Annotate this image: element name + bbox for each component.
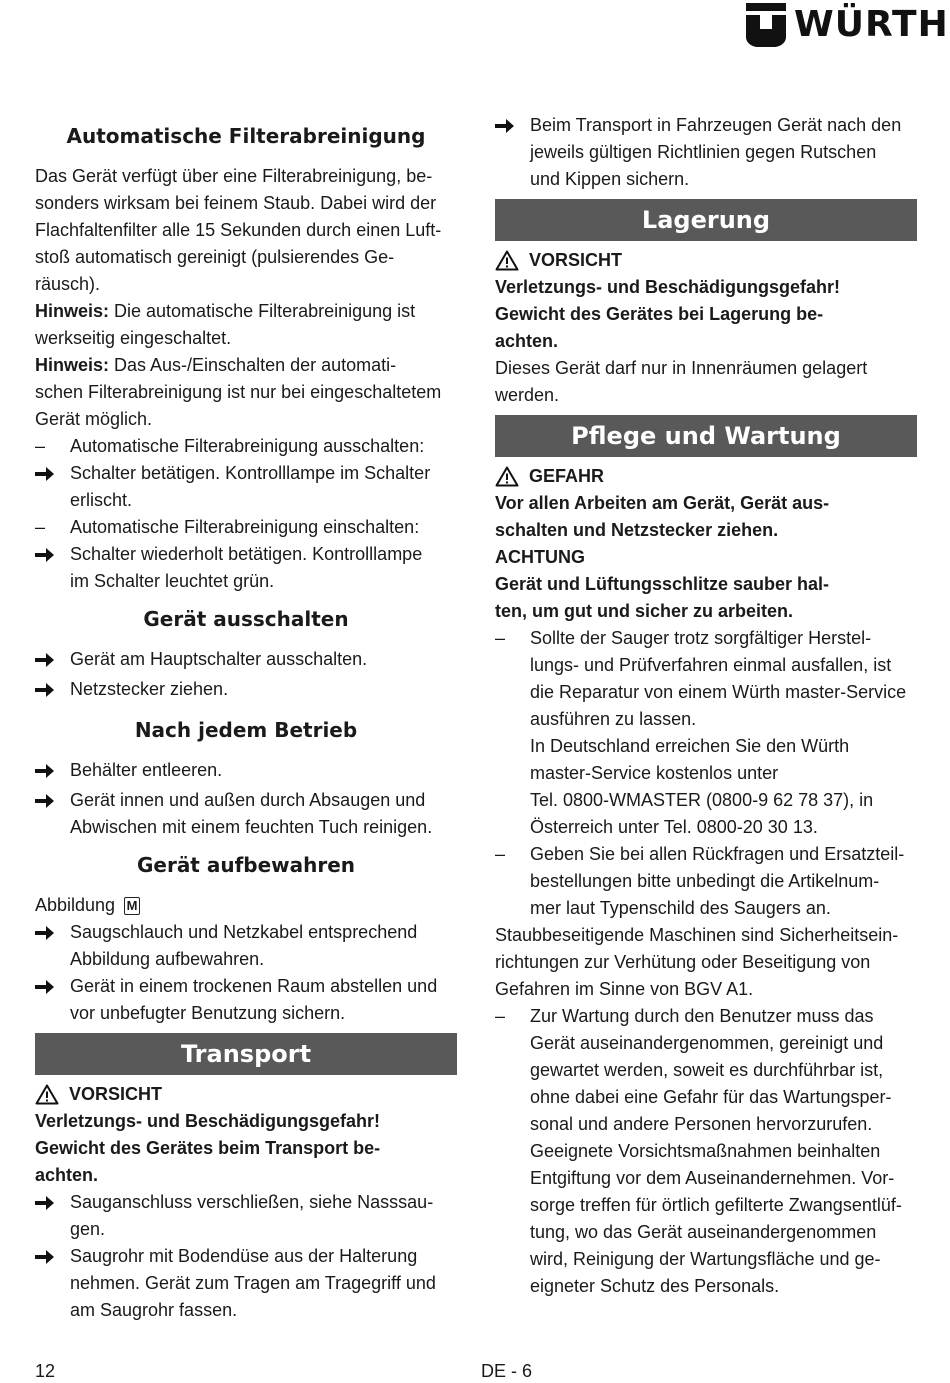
item-text: Zur Wartung durch den Benutzer muss das: [530, 1006, 874, 1026]
text-line: Dieses Gerät darf nur in Innenräumen gelagert: [495, 358, 868, 378]
item-text: Saugschlauch und Netzkabel entsprechend: [70, 922, 418, 942]
wurth-emblem-icon: [746, 3, 786, 47]
dash-marker: –: [495, 844, 506, 864]
item-text: im Schalter leuchtet grün.: [70, 571, 275, 591]
action-item: [35, 973, 457, 1027]
dash-item: [495, 1003, 917, 1300]
storage-warning: [495, 274, 917, 355]
text-line: Staubbeseitigende Maschinen sind Sicherheitsein-: [495, 925, 899, 945]
warning-text: achten.: [495, 331, 559, 351]
text-line: räusch).: [35, 274, 101, 294]
text-line: werkseitig eingeschaltet.: [35, 328, 232, 348]
warning-text: Gerät und Lüftungsschlitze sauber hal-: [495, 574, 830, 594]
item-text: master-Service kostenlos unter: [530, 763, 779, 783]
heading-after-use: Nach jedem Betrieb: [134, 718, 358, 742]
danger-label: GEFAHR: [529, 466, 605, 486]
warning-text: schalten und Netzstecker ziehen.: [495, 520, 779, 540]
left-column: [35, 112, 457, 1324]
note-text: Das Aus-/Einschalten der automati-: [109, 355, 397, 375]
item-text: Abbildung aufbewahren.: [70, 949, 265, 969]
item-text: Gerät am Hauptschalter ausschalten.: [70, 649, 368, 669]
item-text: wird, Reinigung der Wartungsfläche und ge-: [530, 1249, 881, 1269]
arrow-right-icon: [35, 547, 55, 563]
item-text: gen.: [70, 1219, 106, 1239]
text-line: Gerät möglich.: [35, 409, 153, 429]
caution-line: [495, 247, 917, 274]
dash-marker: –: [35, 436, 46, 456]
item-text: Geben Sie bei allen Rückfragen und Ersatzteil-: [530, 844, 905, 864]
note-label: Hinweis:: [35, 355, 110, 375]
item-text: sorge treffen für örtlich gefilterte Zwangsentlüf-: [530, 1195, 902, 1215]
item-text: tung, wo das Gerät auseinandergenommen: [530, 1222, 877, 1242]
figure-label: Abbildung: [35, 895, 116, 915]
transport-warning: [35, 1108, 457, 1189]
item-text: am Saugrohr fassen.: [70, 1300, 238, 1320]
heading-switch-off: Gerät ausschalten: [143, 607, 349, 631]
right-column: [495, 112, 917, 1300]
dash-item: [495, 841, 917, 922]
item-text: Gerät auseinandergenommen, gereinigt und: [530, 1033, 884, 1053]
dash-item: [35, 514, 457, 541]
logo-text: WÜRTH: [794, 4, 949, 45]
item-text: Saugrohr mit Bodendüse aus der Halterung: [70, 1246, 418, 1266]
arrow-right-icon: [35, 652, 55, 668]
item-text: nehmen. Gerät zum Tragen am Tragegriff und: [70, 1273, 436, 1293]
action-item: [495, 112, 917, 193]
attention-label: ACHTUNG: [495, 547, 585, 567]
item-text: vor unbefugter Benutzung sichern.: [70, 1003, 346, 1023]
item-text: eigneter Schutz des Personals.: [530, 1276, 780, 1296]
dash-marker: –: [495, 1006, 506, 1026]
item-text: Abwischen mit einem feuchten Tuch reinigen.: [70, 817, 433, 837]
item-text: Gerät innen und außen durch Absaugen und: [70, 790, 426, 810]
item-text: Entgiftung vor dem Auseinandernehmen. Vor-: [530, 1168, 895, 1188]
warning-text: ten, um gut und sicher zu arbeiten.: [495, 601, 794, 621]
warning-text: Verletzungs- und Beschädigungsgefahr!: [495, 277, 841, 297]
warning-triangle-icon: [495, 466, 519, 487]
page-label: DE - 6: [481, 1361, 533, 1381]
text-line: Gefahren im Sinne von BGV A1.: [495, 979, 754, 999]
item-text: ohne dabei eine Gefahr für das Wartungsper-: [530, 1087, 892, 1107]
note-1: [35, 298, 457, 325]
danger-line: [495, 463, 917, 490]
dash-marker: –: [495, 628, 506, 648]
item-text: Schalter wiederholt betätigen. Kontrolllampe: [70, 544, 423, 564]
text-line: sonders wirksam bei feinem Staub. Dabei wird der: [35, 193, 437, 213]
item-text: gewartet werden, soweit es durchführbar ist,: [530, 1060, 884, 1080]
heading-auto-filter: Automatische Filterabreinigung: [66, 124, 426, 148]
warning-text: achten.: [35, 1165, 99, 1185]
action-item: [35, 676, 457, 706]
text-line: schen Filterabreinigung ist nur bei eingeschaltetem: [35, 382, 442, 402]
item-text: bestellungen bitte unbedingt die Artikelnum-: [530, 871, 880, 891]
item-text: jeweils gültigen Richtlinien gegen Rutschen: [530, 142, 877, 162]
caution-label: VORSICHT: [69, 1084, 163, 1104]
action-item: [35, 1189, 457, 1243]
text-line: Das Gerät verfügt über eine Filterabreinigung, be-: [35, 166, 433, 186]
item-text: Automatische Filterabreinigung einschalten:: [70, 517, 420, 537]
arrow-right-icon: [495, 118, 515, 134]
dash-item: [495, 625, 917, 841]
arrow-right-icon: [35, 466, 55, 482]
item-text: Österreich unter Tel. 0800-20 30 13.: [530, 817, 818, 837]
section-bar-care: Pflege und Wartung: [495, 415, 917, 457]
section-bar-transport: Transport: [35, 1033, 457, 1075]
warning-triangle-icon: [495, 250, 519, 271]
item-text: Netzstecker ziehen.: [70, 679, 229, 699]
warning-text: Gewicht des Gerätes beim Transport be-: [35, 1138, 381, 1158]
text-line: richtungen zur Verhütung oder Beseitigung von: [495, 952, 871, 972]
arrow-right-icon: [35, 793, 55, 809]
item-text: Beim Transport in Fahrzeugen Gerät nach den: [530, 115, 902, 135]
item-text: Automatische Filterabreinigung ausschalten:: [70, 436, 425, 456]
arrow-right-icon: [35, 1249, 55, 1265]
item-text: Sollte der Sauger trotz sorgfältiger Herstel-: [530, 628, 872, 648]
item-text: In Deutschland erreichen Sie den Würth: [530, 736, 850, 756]
warning-text: Gewicht des Gerätes bei Lagerung be-: [495, 304, 824, 324]
heading-storage-device: Gerät aufbewahren: [136, 853, 356, 877]
arrow-right-icon: [35, 1195, 55, 1211]
wurth-logo: [746, 3, 949, 47]
arrow-right-icon: [35, 925, 55, 941]
item-text: ausführen zu lassen.: [530, 709, 697, 729]
note-2: [35, 352, 457, 379]
arrow-right-icon: [35, 682, 55, 698]
note-text: Die automatische Filterabreinigung ist: [109, 301, 416, 321]
item-text: Geeignete Vorsichtsmaßnahmen beinhalten: [530, 1141, 881, 1161]
warning-text: Vor allen Arbeiten am Gerät, Gerät aus-: [495, 493, 830, 513]
dash-marker: –: [35, 517, 46, 537]
page-number: 12: [35, 1361, 56, 1381]
text-line: Flachfaltenfilter alle 15 Sekunden durch einen Luft-: [35, 220, 442, 240]
action-item: [35, 460, 457, 514]
action-item: [35, 757, 457, 787]
text-line: werden.: [495, 385, 560, 405]
item-text: Behälter entleeren.: [70, 760, 223, 780]
caution-line: [35, 1081, 457, 1108]
item-text: mer laut Typenschild des Saugers an.: [530, 898, 831, 918]
item-text: lungs- und Prüfverfahren einmal ausfallen, ist: [530, 655, 892, 675]
action-item: [35, 541, 457, 595]
section-bar-storage: Lagerung: [495, 199, 917, 241]
note-label: Hinweis:: [35, 301, 110, 321]
figure-ref-box: M: [124, 897, 140, 915]
warning-text: Verletzungs- und Beschädigungsgefahr!: [35, 1111, 381, 1131]
arrow-right-icon: [35, 763, 55, 779]
arrow-right-icon: [35, 979, 55, 995]
action-item: [35, 1243, 457, 1324]
action-item: [35, 919, 457, 973]
item-text: Schalter betätigen. Kontrolllampe im Schalter: [70, 463, 431, 483]
auto-filter-paragraph: [35, 163, 457, 298]
text-line: stoß automatisch gereinigt (pulsierendes Ge-: [35, 247, 395, 267]
action-item: [35, 646, 457, 676]
figure-reference: [35, 892, 457, 919]
dash-item: [35, 433, 457, 460]
item-text: und Kippen sichern.: [530, 169, 690, 189]
item-text: Tel. 0800-WMASTER (0800-9 62 78 37), in: [530, 790, 874, 810]
item-text: erlischt.: [70, 490, 133, 510]
item-text: sonal und andere Personen hervorzurufen.: [530, 1114, 873, 1134]
item-text: Sauganschluss verschließen, siehe Nasssau-: [70, 1192, 434, 1212]
action-item: [35, 787, 457, 841]
item-text: die Reparatur von einem Würth master-Service: [530, 682, 907, 702]
caution-label: VORSICHT: [529, 250, 623, 270]
item-text: Gerät in einem trockenen Raum abstellen und: [70, 976, 438, 996]
warning-triangle-icon: [35, 1084, 59, 1105]
